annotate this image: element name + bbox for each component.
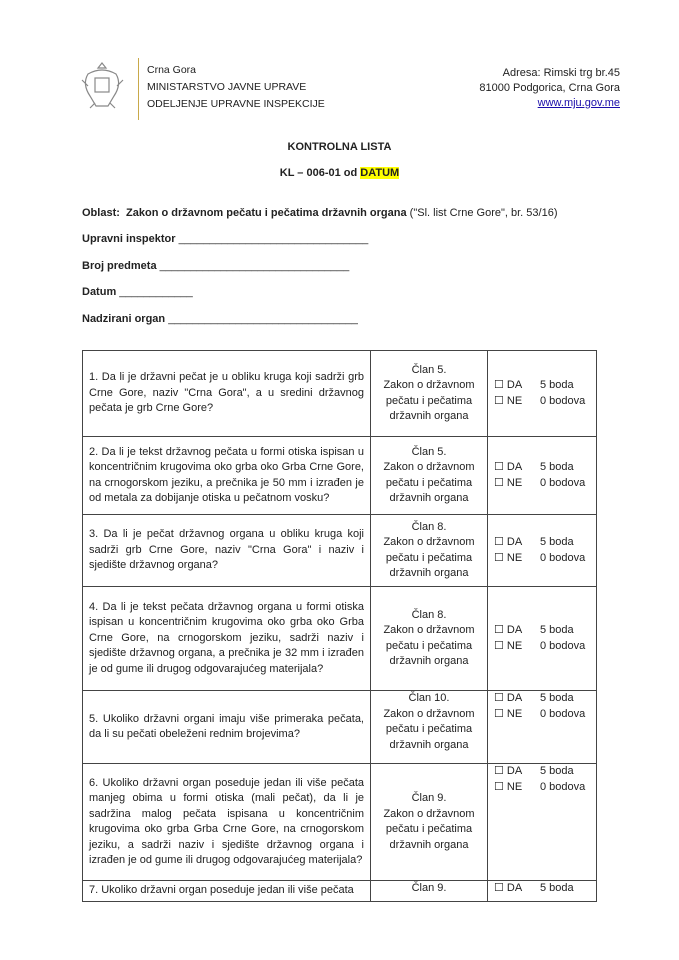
field-date[interactable]	[82, 286, 193, 298]
question-text: 1. Da li je državni pečat je u obliku kruga koji sadrži grb Crne Gore, naziv "Crna Gora", a u sredini državnog pečata je grb Crne Gore?	[89, 371, 364, 415]
table-row	[83, 515, 597, 587]
date-placeholder: DATUM	[360, 167, 400, 179]
article-law: Zakon o državnom pečatu i pečatima državnih organa	[383, 379, 475, 422]
table-row	[83, 587, 597, 691]
website-link[interactable]: www.mju.gov.me	[537, 97, 620, 109]
answer-cell	[488, 515, 597, 587]
answer-cell	[488, 437, 597, 515]
article-cell	[371, 764, 488, 881]
question-text: 4. Da li je tekst pečata državnog organa u formi otiska ispisan u koncentričnim krugovima oko grba oko Grba Crne Gore, na crnogorskom jeziku, sadrži naziv i sjedište državnog organa, a prečnika je 32 mm i izrađen je od gume ili drugog odgovarajućeg materijala?	[89, 600, 364, 675]
table-row	[83, 351, 597, 437]
field-line: _______________________________	[159, 260, 350, 272]
points-yes: 5 boda	[540, 461, 574, 473]
answer-cell	[488, 691, 597, 764]
field-inspector[interactable]	[82, 233, 368, 245]
option-no[interactable]	[494, 780, 596, 796]
address-line-2: 81000 Podgorica, Crna Gora	[479, 82, 620, 94]
question-text: 3. Da li je pečat državnog organa u obliku kruga koji sadrži grb Crne Gore, naziv "Crna Gora" i naziv i sjedište državnog organa?	[89, 528, 364, 572]
option-yes[interactable]	[494, 623, 596, 639]
header-divider	[138, 58, 139, 120]
field-supervised-body[interactable]	[82, 313, 358, 325]
oblast-ref: ("Sl. list Crne Gore", br. 53/16)	[409, 207, 558, 219]
country-name: Crna Gora	[147, 64, 197, 76]
article-law: Zakon o državnom pečatu i pečatima državnih organa	[383, 807, 475, 851]
article-cell	[371, 691, 488, 764]
oblast-label: Oblast:	[82, 207, 120, 219]
article-number: Član 9.	[411, 882, 447, 894]
field-line: _______________________________	[178, 233, 369, 245]
answer-cell	[488, 351, 597, 437]
question-cell	[83, 764, 371, 881]
article-number: Član 9.	[411, 792, 447, 804]
field-line: _______________________________	[168, 313, 358, 325]
checkbox-da[interactable]: ☐ DA	[494, 536, 523, 548]
checkbox-ne[interactable]: ☐ NE	[494, 707, 523, 720]
field-label: Datum	[82, 286, 117, 298]
option-no[interactable]	[494, 476, 596, 492]
article-cell	[371, 437, 488, 515]
option-yes[interactable]	[494, 881, 596, 897]
document-title: KONTROLNA LISTA	[287, 141, 392, 153]
field-label: Nadzirani organ	[82, 313, 166, 325]
article-cell	[371, 351, 488, 437]
checkbox-da[interactable]: ☐ DA	[494, 882, 523, 894]
option-no[interactable]	[494, 707, 596, 723]
oblast	[82, 207, 557, 219]
article-number: Član 10.	[408, 692, 450, 704]
question-text: 6. Ukoliko državni organ poseduje jedan ili više pečata manjeg obima u formi otiska (mali pečat), da li je sadržina malog pečata ispisana u koncentričnim krugovima oko grba Grba Crne Gore, na crnogorskom jeziku, a sadrži naziv i sjedište državnog organa i izrađen je od gume ili drugog odgovarajućeg materijala?	[89, 776, 364, 866]
option-yes[interactable]	[494, 460, 596, 476]
article-law: Zakon o državnom pečatu i pečatima državnih organa	[383, 707, 475, 751]
oblast-law: Zakon o državnom pečatu i pečatima državnih organa	[126, 207, 407, 219]
article-number: Član 8.	[411, 520, 447, 533]
points-yes: 5 boda	[540, 624, 574, 636]
option-yes[interactable]	[494, 378, 596, 394]
table-row	[83, 437, 597, 515]
points-no: 0 bodova	[540, 639, 586, 652]
question-cell	[83, 587, 371, 691]
field-label: Upravni inspektor	[82, 233, 176, 245]
checkbox-ne[interactable]: ☐ NE	[494, 780, 523, 793]
article-cell	[371, 587, 488, 691]
option-yes[interactable]	[494, 535, 596, 551]
article-law: Zakon o državnom pečatu i pečatima državnih organa	[383, 461, 475, 504]
table-row	[83, 764, 597, 881]
checkbox-ne[interactable]: ☐ NE	[494, 394, 523, 407]
question-text: 5. Ukoliko državni organi imaju više primeraka pečata, da li su pečati obeleženi rednim brojevima?	[89, 712, 364, 740]
points-no: 0 bodova	[540, 476, 586, 489]
checkbox-ne[interactable]: ☐ NE	[494, 551, 523, 564]
answer-cell	[488, 881, 597, 902]
points-no: 0 bodova	[540, 394, 586, 407]
table-row	[83, 691, 597, 764]
checkbox-da[interactable]: ☐ DA	[494, 692, 523, 704]
question-cell	[83, 515, 371, 587]
option-yes[interactable]	[494, 764, 596, 780]
points-no: 0 bodova	[540, 780, 586, 793]
table-row	[83, 881, 597, 902]
checkbox-da[interactable]: ☐ DA	[494, 461, 523, 473]
points-no: 0 bodova	[540, 551, 586, 564]
question-text: 7. Ukoliko državni organ poseduje jedan ili više pečata	[89, 884, 354, 896]
question-cell	[83, 881, 371, 902]
address-line-1: Adresa: Rimski trg br.45	[502, 67, 620, 79]
checkbox-ne[interactable]: ☐ NE	[494, 476, 523, 489]
points-yes: 5 boda	[540, 379, 574, 391]
article-number: Član 5.	[411, 445, 447, 458]
option-no[interactable]	[494, 639, 596, 655]
department-name: ODELJENJE UPRAVNE INSPEKCIJE	[147, 98, 325, 110]
article-number: Član 8.	[411, 608, 447, 621]
option-no[interactable]	[494, 394, 596, 410]
points-yes: 5 boda	[540, 536, 574, 548]
checkbox-ne[interactable]: ☐ NE	[494, 639, 523, 652]
code-text: KL – 006-01 od	[279, 167, 358, 179]
article-number: Član 5.	[411, 363, 447, 376]
article-cell	[371, 881, 488, 902]
field-line: ____________	[119, 286, 193, 298]
field-case-number[interactable]	[82, 260, 349, 272]
checklist-table	[82, 350, 597, 902]
points-yes: 5 boda	[540, 882, 574, 894]
field-label: Broj predmeta	[82, 260, 157, 272]
article-law: Zakon o državnom pečatu i pečatima državnih organa	[383, 536, 475, 579]
answer-cell	[488, 764, 597, 881]
points-yes: 5 boda	[540, 692, 574, 704]
header-org	[147, 62, 325, 113]
header-address	[479, 66, 620, 111]
points-no: 0 bodova	[540, 707, 586, 720]
article-law: Zakon o državnom pečatu i pečatima državnih organa	[383, 624, 475, 667]
checkbox-da[interactable]: ☐ DA	[494, 379, 523, 391]
option-yes[interactable]	[494, 691, 596, 707]
question-cell	[83, 437, 371, 515]
ministry-name: MINISTARSTVO JAVNE UPRAVE	[147, 81, 307, 93]
question-cell	[83, 691, 371, 764]
option-no[interactable]	[494, 551, 596, 567]
checkbox-da[interactable]: ☐ DA	[494, 765, 523, 777]
article-cell	[371, 515, 488, 587]
checkbox-da[interactable]: ☐ DA	[494, 624, 523, 636]
answer-cell	[488, 587, 597, 691]
question-cell	[83, 351, 371, 437]
question-text: 2. Da li je tekst državnog pečata u formi otiska ispisan u koncentričnim krugovima oko grba oko Grba Crne Gore, na crnogorskom jeziku, a prečnika je 50 mm i izrađen je od metala za dobijanje otiska u pečatnom vosku?	[89, 445, 364, 504]
document-code	[0, 167, 679, 179]
points-yes: 5 boda	[540, 765, 574, 777]
coat-of-arms-logo	[80, 60, 125, 115]
